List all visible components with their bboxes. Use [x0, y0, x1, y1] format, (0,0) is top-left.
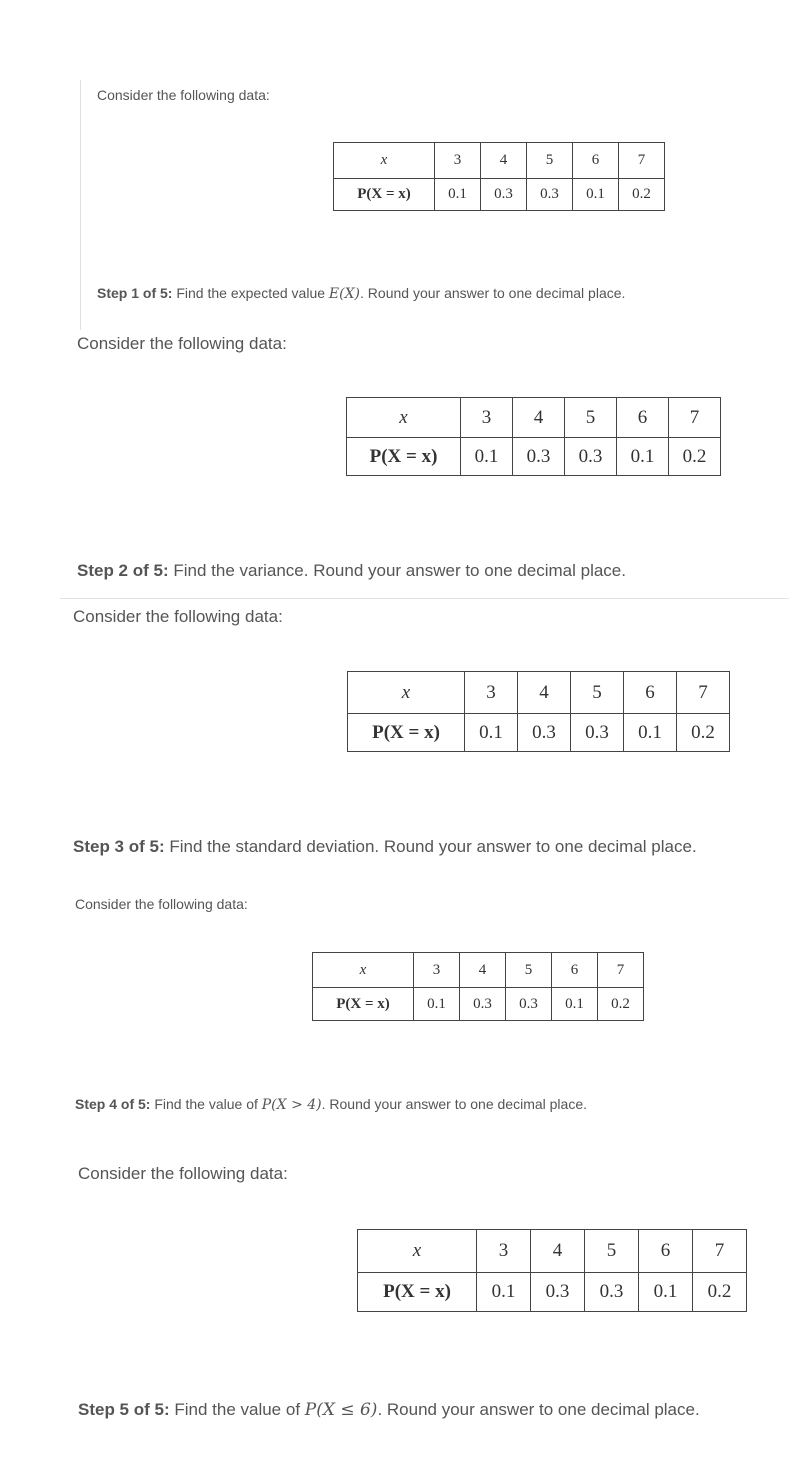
- x-value-cell: 6: [639, 1230, 693, 1273]
- step-text: Find the standard deviation. Round your answer to one decimal place.: [164, 837, 697, 856]
- p-value-cell: 0.2: [598, 988, 644, 1021]
- x-header-cell: x: [347, 398, 461, 438]
- step-text: . Round your answer to one decimal place.: [377, 1400, 700, 1419]
- x-value-cell: 5: [571, 672, 624, 714]
- x-value-cell: 4: [513, 398, 565, 438]
- x-value-cell: 3: [414, 953, 460, 988]
- p-value-cell: 0.2: [677, 714, 730, 752]
- step-text: Find the expected value: [172, 285, 329, 301]
- math-expression: P(X ≤ 6): [304, 1400, 378, 1420]
- step-label: Step 1 of 5:: [97, 285, 173, 301]
- table-row-p: [334, 179, 665, 211]
- x-value-cell: 4: [518, 672, 571, 714]
- p-header-cell: P(X = x): [334, 179, 435, 211]
- p-value-cell: 0.3: [585, 1273, 639, 1312]
- x-value-cell: 4: [481, 143, 527, 179]
- step-label: Step 3 of 5:: [73, 837, 165, 856]
- distribution-table-4: [312, 952, 644, 1021]
- x-header-cell: x: [348, 672, 465, 714]
- p-value-cell: 0.3: [518, 714, 571, 752]
- table-row-x: [313, 953, 644, 988]
- step-text: . Round your answer to one decimal place.: [360, 285, 626, 301]
- table-row-x: [347, 398, 721, 438]
- intro-text-4: Consider the following data:: [75, 896, 248, 912]
- p-value-cell: 0.1: [552, 988, 598, 1021]
- table-row-x: [334, 143, 665, 179]
- x-value-cell: 3: [477, 1230, 531, 1273]
- p-header-cell: P(X = x): [347, 438, 461, 476]
- p-value-cell: 0.1: [465, 714, 518, 752]
- step-label: Step 4 of 5:: [75, 1096, 151, 1112]
- p-value-cell: 0.3: [460, 988, 506, 1021]
- p-value-cell: 0.1: [624, 714, 677, 752]
- block-divider: [60, 598, 789, 599]
- p-value-cell: 0.1: [573, 179, 619, 211]
- x-value-cell: 7: [669, 398, 721, 438]
- x-value-cell: 5: [565, 398, 617, 438]
- intro-text-3: Consider the following data:: [73, 607, 283, 626]
- table-row-x: [348, 672, 730, 714]
- x-value-cell: 6: [617, 398, 669, 438]
- p-value-cell: 0.2: [693, 1273, 747, 1312]
- table-row-p: [348, 714, 730, 752]
- distribution-table-2: [346, 397, 721, 476]
- step-label: Step 2 of 5:: [77, 561, 169, 580]
- math-expression: P(X > 4): [261, 1097, 322, 1113]
- step-text: Find the variance. Round your answer to one decimal place.: [168, 561, 626, 580]
- intro-text-1: Consider the following data:: [97, 87, 270, 103]
- p-value-cell: 0.3: [481, 179, 527, 211]
- x-value-cell: 7: [619, 143, 665, 179]
- table-row-p: [313, 988, 644, 1021]
- step-text: Find the value of: [150, 1096, 262, 1112]
- x-value-cell: 3: [461, 398, 513, 438]
- intro-text-2: Consider the following data:: [77, 334, 287, 353]
- x-header-cell: x: [358, 1230, 477, 1273]
- x-header-cell: x: [334, 143, 435, 179]
- x-value-cell: 4: [460, 953, 506, 988]
- step-1-prompt: [97, 285, 625, 302]
- p-value-cell: 0.2: [619, 179, 665, 211]
- block-left-border: [80, 80, 81, 330]
- x-value-cell: 6: [552, 953, 598, 988]
- step-2-prompt: [77, 561, 626, 581]
- intro-text-5: Consider the following data:: [78, 1164, 288, 1183]
- p-value-cell: 0.2: [669, 438, 721, 476]
- p-value-cell: 0.3: [565, 438, 617, 476]
- step-label: Step 5 of 5:: [78, 1400, 170, 1419]
- p-value-cell: 0.1: [477, 1273, 531, 1312]
- step-5-prompt: [78, 1400, 700, 1420]
- p-value-cell: 0.3: [531, 1273, 585, 1312]
- x-value-cell: 4: [531, 1230, 585, 1273]
- p-value-cell: 0.3: [506, 988, 552, 1021]
- distribution-table-5: [357, 1229, 747, 1312]
- x-value-cell: 3: [465, 672, 518, 714]
- p-header-cell: P(X = x): [358, 1273, 477, 1312]
- table-row-x: [358, 1230, 747, 1273]
- distribution-table-3: [347, 671, 730, 752]
- p-value-cell: 0.3: [571, 714, 624, 752]
- p-value-cell: 0.3: [513, 438, 565, 476]
- p-header-cell: P(X = x): [348, 714, 465, 752]
- x-value-cell: 7: [693, 1230, 747, 1273]
- table-row-p: [358, 1273, 747, 1312]
- x-value-cell: 5: [506, 953, 552, 988]
- p-header-cell: P(X = x): [313, 988, 414, 1021]
- x-value-cell: 5: [527, 143, 573, 179]
- step-3-prompt: [73, 837, 697, 857]
- table-row-p: [347, 438, 721, 476]
- p-value-cell: 0.1: [414, 988, 460, 1021]
- distribution-table-1: [333, 142, 665, 211]
- p-value-cell: 0.1: [617, 438, 669, 476]
- math-expression: E(X): [328, 286, 361, 302]
- p-value-cell: 0.1: [639, 1273, 693, 1312]
- x-header-cell: x: [313, 953, 414, 988]
- x-value-cell: 5: [585, 1230, 639, 1273]
- step-text: . Round your answer to one decimal place.: [321, 1096, 587, 1112]
- step-text: Find the value of: [169, 1400, 305, 1419]
- p-value-cell: 0.1: [461, 438, 513, 476]
- step-4-prompt: [75, 1096, 587, 1113]
- x-value-cell: 3: [435, 143, 481, 179]
- x-value-cell: 7: [677, 672, 730, 714]
- p-value-cell: 0.1: [435, 179, 481, 211]
- p-value-cell: 0.3: [527, 179, 573, 211]
- x-value-cell: 7: [598, 953, 644, 988]
- x-value-cell: 6: [573, 143, 619, 179]
- x-value-cell: 6: [624, 672, 677, 714]
